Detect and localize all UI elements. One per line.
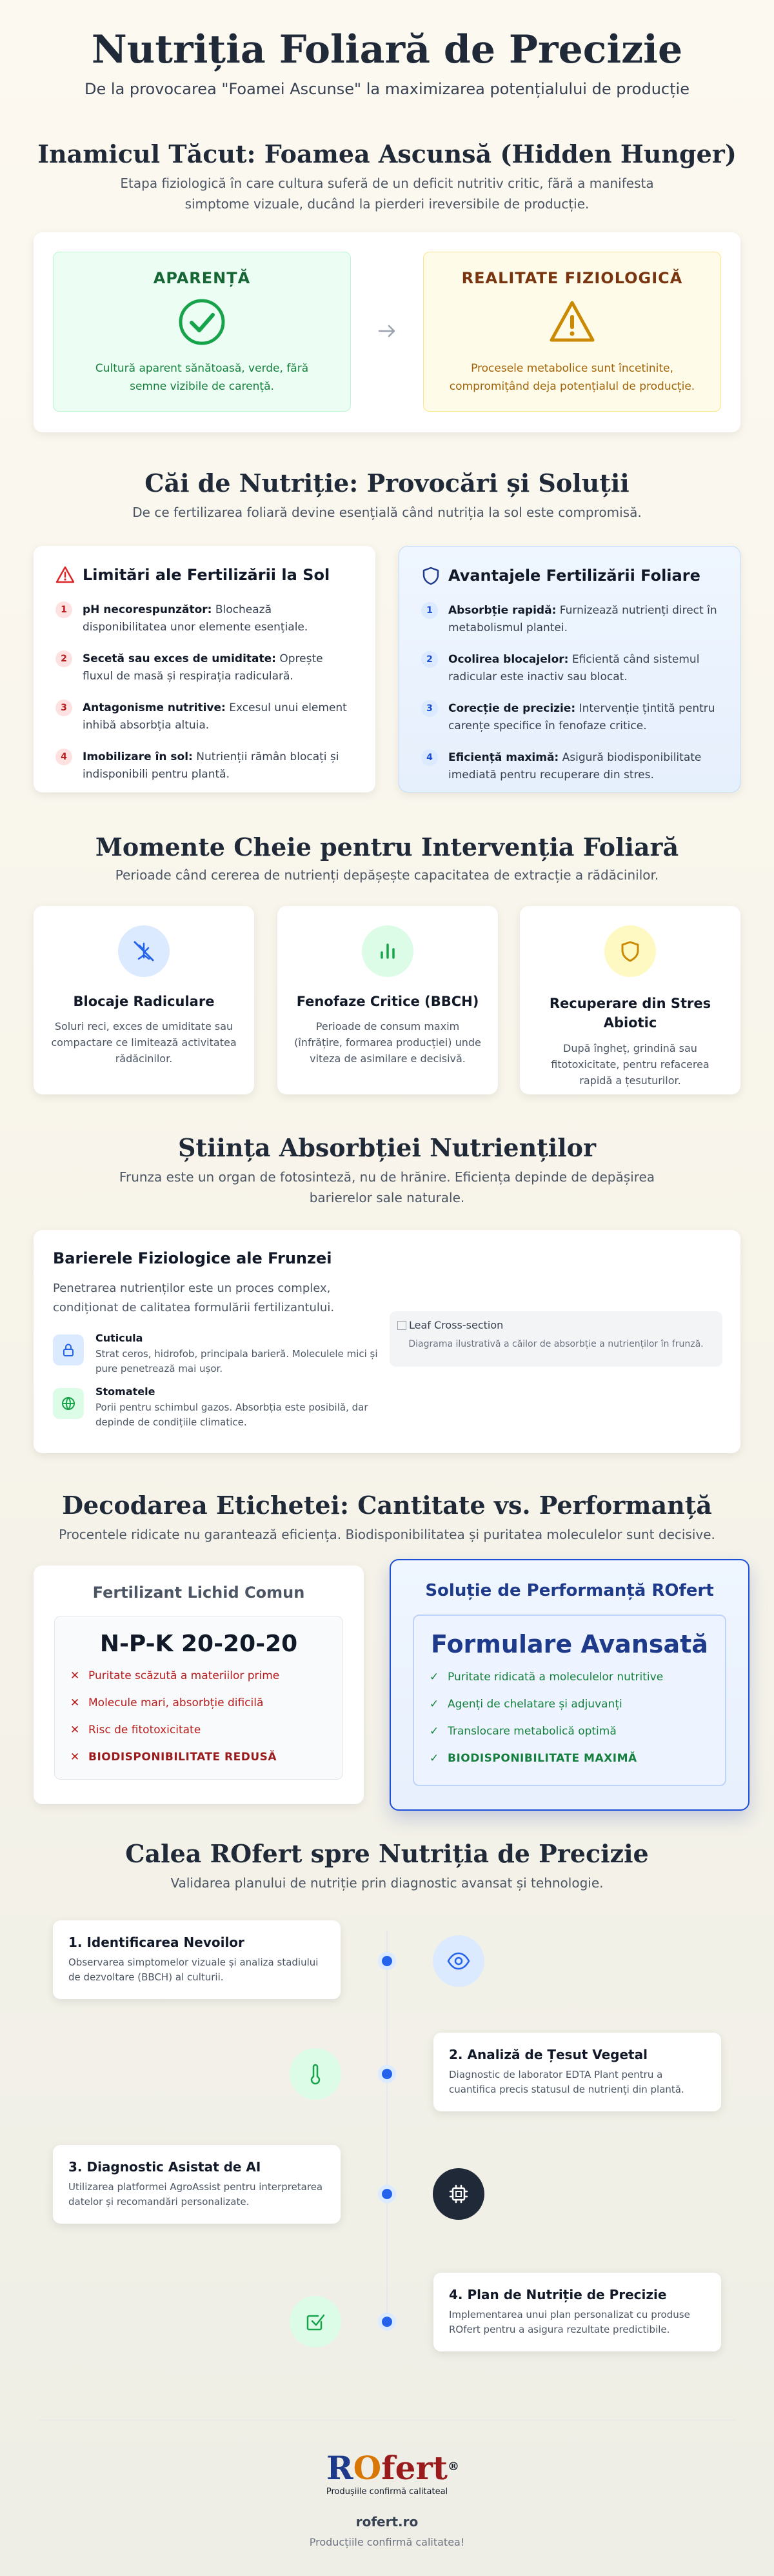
item-label: Corecție de precizie:: [448, 702, 576, 715]
eye-icon: [433, 1935, 484, 1987]
common-formula: N-P-K 20-20-20: [99, 1631, 298, 1657]
step-text: Diagnostic de laborator EDTA Plant pentru a cuantifica precis statusul de nutrienți din plantă.: [449, 2069, 684, 2095]
shield-icon: [604, 925, 656, 977]
root-blocked-icon: [118, 925, 170, 977]
step-title: 2. Analiză de Țesut Vegetal: [449, 2047, 648, 2062]
science-card-title: Barierele Fiziologice ale Frunzei: [53, 1249, 332, 1267]
foliar-advantages-card: [399, 546, 740, 792]
appearance-text: Cultură aparent sănătoasă, verde, fără semne vizibile de carență.: [95, 362, 309, 393]
item-label: Antagonisme nutritive:: [83, 701, 226, 714]
appearance-box: [53, 252, 351, 412]
cuticle-text: Strat ceros, hidrofob, principala barieră. Moleculele mici și pure penetrează mai ușor.: [95, 1348, 378, 1374]
check-icon: ✓: [430, 1671, 439, 1684]
item-text: Puritate ridicată a moleculelor nutritive: [448, 1671, 664, 1684]
moment-text: Perioade de consum maxim (înfrățire, formarea producției) unde viteza de asimilare e decisivă.: [294, 1020, 481, 1065]
foliar-advantage-item: [421, 651, 718, 686]
stomata-title: Stomatele: [95, 1385, 155, 1398]
common-list: [70, 1669, 327, 1764]
timeline-step-2: [433, 2033, 721, 2111]
page-title: Nutriția Foliară de Precizie: [91, 27, 683, 72]
common-item: [70, 1696, 327, 1710]
paths-subtitle: De ce fertilizarea foliară devine esențială când nutriția la sol este compromisă.: [132, 505, 642, 520]
soil-limit-item: [55, 650, 353, 685]
item-text: Nutrienții rămân blocați și indisponibili pentru plantă.: [83, 750, 339, 781]
timeline-step-3: [53, 2145, 341, 2224]
reality-text: Procesele metabolice sunt încetinite, compromițând deja potențialul de producție.: [449, 362, 695, 393]
arrow-right-icon: [377, 321, 397, 341]
common-fertilizer-card: [34, 1565, 364, 1804]
item-text: Risc de fitotoxicitate: [88, 1724, 201, 1736]
step-title: 4. Plan de Nutriție de Precizie: [449, 2287, 667, 2302]
step-text: Implementarea unui plan personalizat cu produse ROfert pentru a asigura rezultate predictibile.: [449, 2309, 690, 2335]
item-text: Puritate scăzută a materiilor prime: [88, 1669, 280, 1682]
item-number: 1: [55, 601, 72, 618]
warning-icon: [548, 297, 597, 347]
step-title: 1. Identificarea Nevoilor: [68, 1935, 244, 1950]
x-icon: ✕: [70, 1751, 80, 1764]
image-caption: Diagrama ilustrativă a căilor de absorbție a nutrienților în frunză.: [408, 1339, 704, 1349]
reality-box: [423, 252, 721, 412]
science-card: [34, 1230, 740, 1453]
item-text: Translocare metabolică optimă: [448, 1725, 617, 1738]
shield-icon: [421, 566, 441, 585]
item-text: BIODISPONIBILITATE MAXIMĂ: [448, 1752, 637, 1765]
moment-card-root-blocks: [34, 906, 254, 1094]
cuticle-title: Cuticula: [95, 1332, 143, 1344]
foliar-advantage-item: [421, 602, 718, 637]
label-subtitle: Procentele ridicate nu garantează eficiența. Biodisponibilitatea și puritatea moleculelor sunt decisive.: [59, 1527, 715, 1542]
item-text: BIODISPONIBILITATE REDUSĂ: [88, 1751, 277, 1764]
item-number: 3: [421, 700, 438, 717]
item-number: 2: [55, 650, 72, 667]
check-icon: ✓: [430, 1725, 439, 1738]
x-icon: ✕: [70, 1669, 80, 1682]
item-number: 1: [421, 602, 438, 619]
item-text: Excesul unui element inhibă absorbția altuia.: [83, 701, 347, 732]
logo-tagline: Produșiile confirmă calitateal: [326, 2487, 448, 2497]
moment-card-critical-phases: [277, 906, 498, 1094]
paths-title: Căi de Nutriție: Provocări și Soluții: [144, 468, 630, 498]
rofert-item: [430, 1724, 710, 1738]
moments-title: Momente Cheie pentru Intervenția Foliară: [95, 832, 679, 861]
bar-chart-icon: [362, 925, 413, 977]
common-header: Fertilizant Lichid Comun: [92, 1584, 305, 1602]
cpu-icon: [433, 2168, 484, 2220]
rofert-list: [430, 1670, 710, 1766]
timeline-dot: [378, 2313, 396, 2331]
check-icon: ✓: [430, 1752, 439, 1765]
x-icon: ✕: [70, 1724, 80, 1736]
science-subtitle: Frunza este un organ de fotosinteză, nu de hrănire. Eficiența depinde de depășirea barierelor sale naturale.: [119, 1169, 655, 1205]
soil-limit-item: [55, 601, 353, 636]
moments-subtitle: Perioade când cererea de nutrienți depășește capacitatea de extracție a rădăcinilor.: [115, 867, 659, 883]
moment-title: Blocaje Radiculare: [73, 994, 215, 1009]
page-subtitle: De la provocarea "Foamei Ascunse" la maximizarea potențialului de producție: [84, 80, 690, 98]
item-label: pH necorespunzător:: [83, 603, 212, 616]
science-card-text: Penetrarea nutrienților este un proces complex, condiționat de calitatea formulării fertilizantului.: [53, 1282, 335, 1314]
step-text: Utilizarea platformei AgroAssist pentru interpretarea datelor și recomandări personalizate.: [68, 2181, 323, 2208]
image-alt-text: Leaf Cross-section: [409, 1319, 504, 1331]
timeline-dot: [378, 2185, 396, 2203]
check-circle-icon: [177, 297, 226, 347]
common-item: [70, 1669, 327, 1683]
rofert-logo: ROfert ® Produșiile confirmă calitateal: [290, 2451, 484, 2497]
path-title: Calea ROfert spre Nutriția de Precizie: [125, 1839, 649, 1868]
rofert-summary: [430, 1751, 710, 1766]
foliar-advantages-title: Avantajele Fertilizării Foliare: [448, 567, 700, 585]
item-number: 2: [421, 651, 438, 668]
foliar-advantages-list: [421, 602, 718, 784]
item-text: Furnizează nutrienți direct în metabolismul plantei.: [448, 604, 717, 634]
item-label: Ocolirea blocajelor:: [448, 653, 569, 666]
foliar-advantage-item: [421, 700, 718, 735]
hidden-hunger-title: Inamicul Tăcut: Foamea Ascunsă (Hidden Hunger): [37, 139, 737, 168]
item-label: Eficiență maximă:: [448, 751, 559, 764]
checkbox-icon: [290, 2296, 341, 2348]
item-text: Oprește fluxul de masă și respirația radiculară.: [83, 652, 323, 683]
item-text: Eficientă când sistemul radicular este inactiv sau blocat.: [448, 653, 700, 683]
moment-text: Soluri reci, exces de umiditate sau compactare ce limitează activitatea rădăcinilor.: [51, 1020, 237, 1065]
cuticle-item: [53, 1332, 395, 1376]
reality-title: REALITATE FIZIOLOGICĂ: [461, 269, 683, 287]
globe-icon: [53, 1388, 84, 1419]
rofert-item: [430, 1670, 710, 1684]
timeline-step-4: [433, 2273, 721, 2351]
hidden-hunger-card: [34, 232, 740, 432]
timeline-dot: [378, 1952, 396, 1970]
stomata-text: Porii pentru schimbul gazos. Absorbția este posibilă, dar depinde de condițiile climatice.: [95, 1402, 368, 1428]
timeline-line: [386, 1931, 388, 2331]
stomata-item: [53, 1385, 395, 1430]
rofert-formula: Formulare Avansată: [431, 1630, 708, 1658]
soil-limit-item: [55, 699, 353, 734]
soil-limits-card: [34, 546, 375, 792]
leaf-cross-section-image: [390, 1311, 722, 1367]
footer-tagline: Producțiile confirmă calitatea!: [309, 2536, 465, 2548]
alert-triangle-icon: [55, 565, 75, 585]
hidden-hunger-subtitle: Etapa fiziologică în care cultura suferă de un deficit nutritiv critic, fără a manifesta simptome vizuale, ducând la pierderi ireversibile de producție.: [120, 176, 654, 212]
step-text: Observarea simptomelor vizuale și analiza stadiului de dezvoltare (BBCH) al culturii.: [68, 1957, 319, 1983]
broken-image-icon: [397, 1321, 406, 1330]
rofert-header: Soluție de Performanță ROfert: [425, 1581, 714, 1600]
moment-title: Fenofaze Critice (BBCH): [296, 994, 479, 1009]
step-title: 3. Diagnostic Asistat de AI: [68, 2159, 261, 2175]
x-icon: ✕: [70, 1696, 80, 1709]
soil-limits-title: Limitări ale Fertilizării la Sol: [83, 566, 330, 584]
item-label: Absorbție rapidă:: [448, 604, 557, 617]
soil-limits-list: [55, 601, 353, 783]
item-label: Imobilizare în sol:: [83, 750, 193, 763]
foliar-advantage-item: [421, 749, 718, 784]
moment-text: După îngheț, grindină sau fitotoxicitate, pentru refacerea rapidă a țesuturilor.: [551, 1042, 710, 1087]
item-text: Blochează disponibilitatea unor elemente esențiale.: [83, 603, 308, 634]
item-text: Intervenție țintită pentru carențe specifice în fenofaze critice.: [448, 702, 715, 732]
appearance-title: APARENȚĂ: [153, 269, 251, 287]
path-subtitle: Validarea planului de nutriție prin diagnostic avansat și tehnologie.: [170, 1875, 604, 1891]
rofert-solution-card: [390, 1559, 749, 1811]
item-text: Molecule mari, absorbție dificilă: [88, 1696, 264, 1709]
item-number: 3: [55, 699, 72, 716]
website-link[interactable]: rofert.ro: [355, 2514, 419, 2530]
common-summary: [70, 1750, 327, 1764]
timeline-step-1: [53, 1920, 341, 1999]
item-text: Asigură biodisponibilitate imediată pentru recuperare din stres.: [448, 751, 702, 781]
thermometer-icon: [290, 2048, 341, 2100]
item-text: Agenți de chelatare și adjuvanți: [448, 1698, 622, 1711]
item-label: Secetă sau exces de umiditate:: [83, 652, 276, 665]
lock-icon: [53, 1334, 84, 1365]
item-number: 4: [421, 749, 438, 766]
common-item: [70, 1723, 327, 1737]
item-number: 4: [55, 749, 72, 765]
moment-card-stress-recovery: [520, 906, 740, 1094]
rofert-item: [430, 1697, 710, 1711]
moment-title: Recuperare din Stres Abiotic: [549, 996, 711, 1031]
timeline-dot: [378, 2065, 396, 2083]
soil-limit-item: [55, 749, 353, 783]
science-title: Știința Absorbției Nutrienților: [177, 1133, 597, 1162]
check-icon: ✓: [430, 1698, 439, 1711]
label-title: Decodarea Etichetei: Cantitate vs. Performanță: [62, 1491, 712, 1520]
